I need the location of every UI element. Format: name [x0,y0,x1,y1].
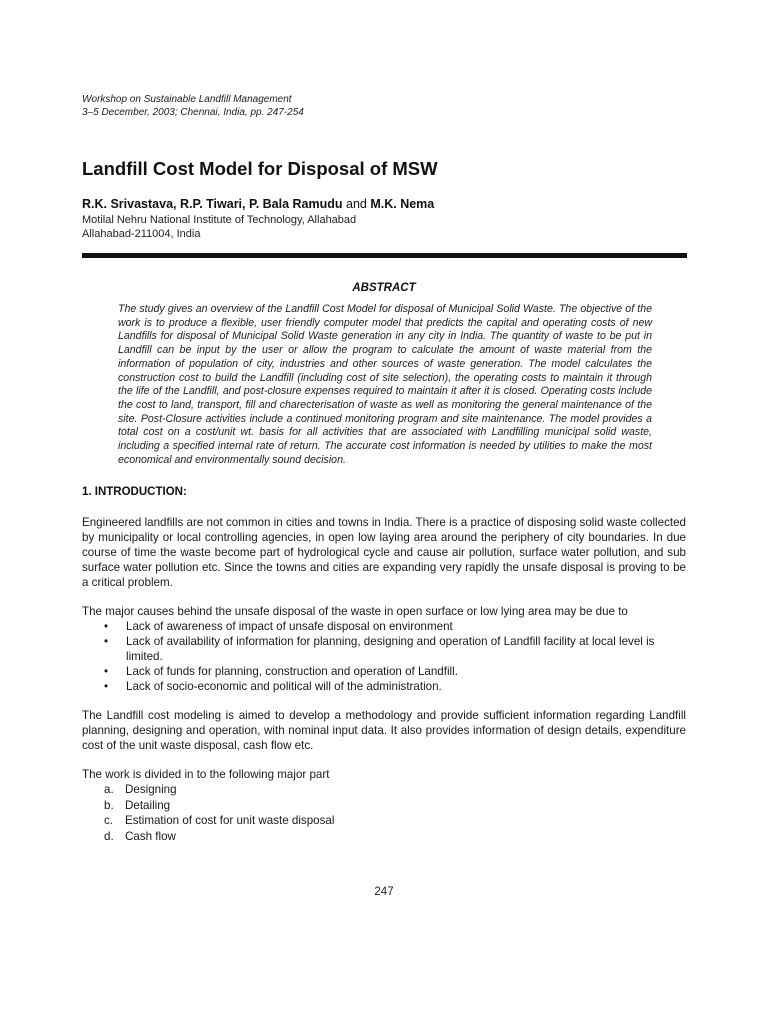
paper-page [82,94,686,844]
workshop-citation [82,94,686,119]
list-item: • Lack of funds for planning, construction and operation of Landfill. [82,664,686,679]
list-item-text: Detailing [125,798,171,812]
page-number: 247 [374,886,394,898]
section-heading-introduction: 1. INTRODUCTION: [82,486,187,499]
list-item: • Lack of socio-economic and political will of the administration. [82,679,686,694]
list-item-text: Designing [125,783,177,797]
work-parts-list [82,782,686,844]
workshop-line-1: Workshop on Sustainable Landfill Management [82,94,292,105]
list-marker: a. [104,783,114,797]
list-item [82,798,686,814]
affiliation [82,214,686,241]
list-item [82,829,686,845]
list-item [82,813,686,829]
causes-bullet-list [82,619,686,694]
list-marker: b. [104,798,114,812]
paper-title: Landfill Cost Model for Disposal of MSW [82,158,438,179]
affiliation-line-1: Motilal Nehru National Institute of Technology, Allahabad [82,214,357,226]
workshop-line-2: 3–5 December, 2003; Chennai, India, pp. 247-254 [82,106,304,118]
list-item-text: Estimation of cost for unit waste disposal [125,814,335,828]
intro-paragraph-1: Engineered landfills are not common in cities and towns in India. There is a practice of disposing solid waste collected by municipality or local controlling agencies, in open low laying area around the periphery of city boundaries. In due course of time the waste become part of hydrological cycle and cause air pollution, surface water pollution, and sub surface water pollution etc. Since the towns and cities are expanding very rapidly the unsafe disposal is proving to be a critical problem. [82,516,686,590]
intro-paragraph-3: The Landfill cost modeling is aimed to develop a methodology and provide sufficient information regarding Landfill planning, designing and operation, with nominal input data. It also provides information of design details, expenditure cost of the unit waste disposal, cash flow etc. [82,709,686,753]
intro-paragraph-2: The major causes behind the unsafe disposal of the waste in open surface or low lying area may be due to [82,605,628,619]
intro-paragraph-4: The work is divided in to the following major part [82,768,330,782]
abstract-text: The study gives an overview of the Landfill Cost Model for disposal of Municipal Solid Waste. The objective of the work is to produce a flexible, user friendly computer model that predicts the capital and operating costs of new Landfills for disposal of Municipal Solid Waste generation in any city in India. The quantity of waste to be put in Landfill can be input by the user or allow the program to calculate the amount of waste material from the information of population of city, industries and other sources of waste generation. The model calculates the construction cost to build the Landfill (including cost of site selection), the operating costs to maintain it through the life of the Landfill, and post-closure expenses required to maintain it after it is closed. Operating costs include the cost to land, transport, fill and charecterisation of waste as well as monitoring the general maintenance of the site. Post-Closure activities include a continued monitoring program and site maintenance. The model provides a total cost on a cost/unit wt. basis for all activities that are associated with Landfilling municipal solid waste, including a specified internal rate of return. The accurate cost information is needed by utilities to make the most economical and environmentally sound decision. [118,303,652,466]
affiliation-line-2: Allahabad-211004, India [82,227,201,240]
authors-and: and [342,197,371,211]
authors-primary: R.K. Srivastava, R.P. Tiwari, P. Bala Ramudu [82,197,343,211]
header-divider [82,253,687,258]
author-list [82,196,686,212]
authors-last: M.K. Nema [370,197,435,211]
list-item: • Lack of availability of information for planning, designing and operation of Landfill facility at local level is limited. [82,634,686,664]
abstract-heading: ABSTRACT [352,282,416,294]
list-item [82,782,686,798]
list-marker: d. [104,829,114,843]
list-item: • Lack of awareness of impact of unsafe disposal on environment [82,619,686,634]
list-marker: c. [104,814,114,828]
list-item-text: Cash flow [125,829,176,843]
